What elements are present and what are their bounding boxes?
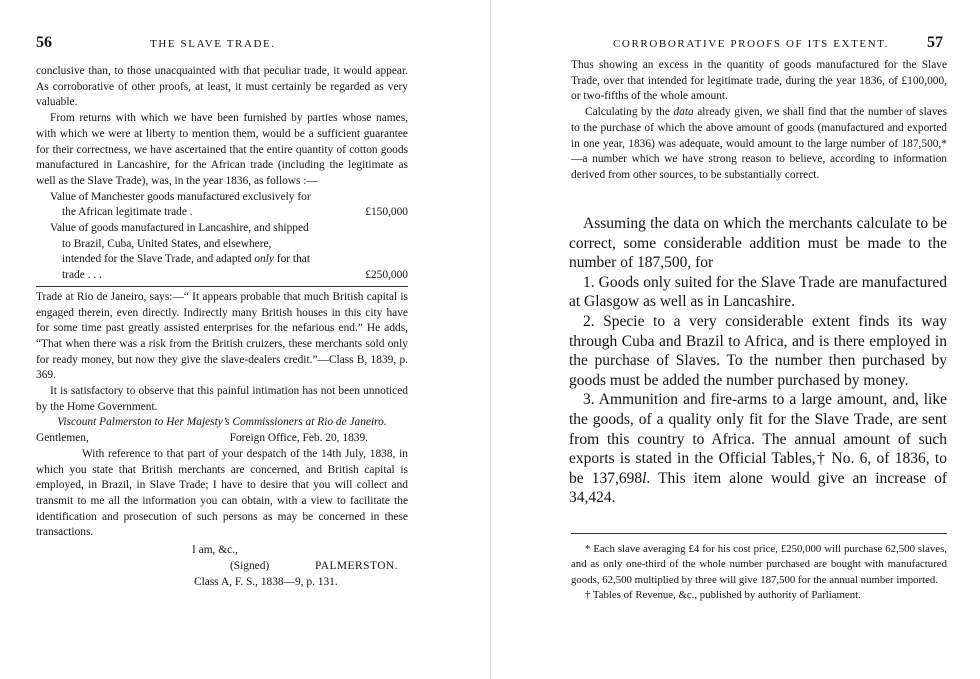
right-big-para-3: 2. Specie to a very considerable extent finds its way through Cuba and Brazil to Africa, and is there employed in the purchase of Slaves. To the number then purchased by goods must be added the number purchased by money.	[569, 312, 947, 389]
left-para-2: From returns with which we have been furnished by parties whose names, with which we were at liberty to mention them, would be a sufficient guarantee for their correctness, we have ascertained that the entire quantity of cotton goods manufactured in Lancashire, for the African trade (including the legitimate as well as the Slave Trade), was, in the year 1836, as follows :—	[36, 112, 408, 187]
letter-signature	[36, 559, 408, 575]
value-row-2-amount: £250,000	[365, 269, 408, 282]
right-small-text	[571, 58, 947, 184]
right-large-text	[569, 214, 947, 508]
right-big-para-2: 1. Goods only suited for the Slave Trade are manufactured at Glasgow as well as in Lancashire.	[569, 273, 947, 311]
letter-salutation: Gentlemen,	[36, 432, 89, 445]
value-row-1-desc: Value of Manchester goods manufactured exclusively for the African legitimate trade .	[50, 190, 311, 219]
left-page-number: 56	[36, 34, 52, 51]
right-footnote-divider	[571, 533, 947, 534]
right-page	[490, 0, 980, 679]
right-footnotes	[571, 542, 947, 604]
right-page-number: 57	[927, 34, 943, 51]
letter-reference: Class A, F. S., 1838—9, p. 131.	[194, 575, 338, 588]
letter-signer: PALMERSTON.	[314, 559, 398, 572]
left-body	[36, 64, 408, 590]
letter-salutation-line	[36, 431, 408, 447]
left-running-title: THE SLAVE TRADE.	[150, 38, 276, 50]
letter-dateline: Foreign Office, Feb. 20, 1839.	[229, 432, 368, 445]
letter-signed: (Signed)	[230, 559, 270, 572]
footnote-2: † Tables of Revenue, &c., published by authority of Parliament.	[585, 589, 861, 602]
left-para-1: conclusive than, to those unacquainted with that peculiar trade, it would appear. As corroborative of other proofs, at least, it must certainly be regarded as very valuable.	[36, 65, 408, 109]
right-para-2: Calculating by the data already given, we shall find that the number of slaves to the purchase of which the above amount of goods (manufactured and exported in one year, 1836) was adequate, would amount to the large number of 187,500,*—a number which we have strong reason to believe, according to information derived from other sources, to be substantially correct.	[571, 106, 948, 181]
letter-body: With reference to that part of your despatch of the 14th July, 1838, in which you state that British merchants are concerned, and British capital is employed, in Brazil, in Slave Trade; I have to desire that you will collect and transmit to me all the information you can obtain, with a view to facilitate the identification and prosecution of such persons as may be concerned in these transactions.	[36, 447, 408, 539]
letter-closing: I am, &c.,	[192, 544, 238, 557]
right-running-title: CORROBORATIVE PROOFS OF ITS EXTENT.	[613, 38, 890, 50]
value-row-2	[36, 221, 408, 284]
left-divider	[36, 286, 408, 287]
right-big-para-4: 3. Ammunition and fire-arms to a large amount, and, like the goods, of a quality only fit for the Slave Trade, are sent from this country to Africa. The annual amount of such exports is stated in the Official Tables,† No. 6, of 1836, to be 137,698l. This item alone would give an increase of 34,424.	[569, 391, 947, 507]
right-para-1: Thus showing an excess in the quantity of goods manufactured for the Slave Trade, over that intended for legitimate trade, during the year 1836, of £100,000, or two-fifths of the whole amount.	[571, 59, 947, 103]
value-row-2-desc: Value of goods manufactured in Lancashire, and shipped to Brazil, Cuba, United States, and elsewhere, intended for the Slave Trade, and adapted only for that trade . . .	[50, 222, 311, 282]
value-row-1	[36, 190, 408, 221]
left-para-3: It is satisfactory to observe that this painful intimation has not been unnoticed by the Home Government.	[36, 385, 408, 413]
footnote-1: * Each slave averaging £4 for his cost price, £250,000 will purchase 62,500 slaves, and as only one-third of the whole number purchased are bought with manufactured goods, 62,500 multiplied by three will give 187,500 for the annual number imported.	[571, 543, 947, 586]
letter-heading: Viscount Palmerston to Her Majesty’s Commissioners at Rio de Janeiro.	[57, 416, 387, 429]
right-big-para-1: Assuming the data on which the merchants calculate to be correct, some considerable addition must be made to the number of 187,500, for	[569, 215, 947, 272]
value-row-1-amount: £150,000	[365, 206, 408, 219]
left-quote: Trade at Rio de Janeiro, says:—“ It appears probable that much British capital is engaged therein, even directly. Indirectly many British houses in this city have for some time past greatly assisted enterprises for the nefarious end.” He adds, “That when there was a risk from the British cruizers, these merchants sold only for ready money, but now they give the slave-dealers credit.”—Class B, 1839, p. 369.	[36, 290, 408, 382]
